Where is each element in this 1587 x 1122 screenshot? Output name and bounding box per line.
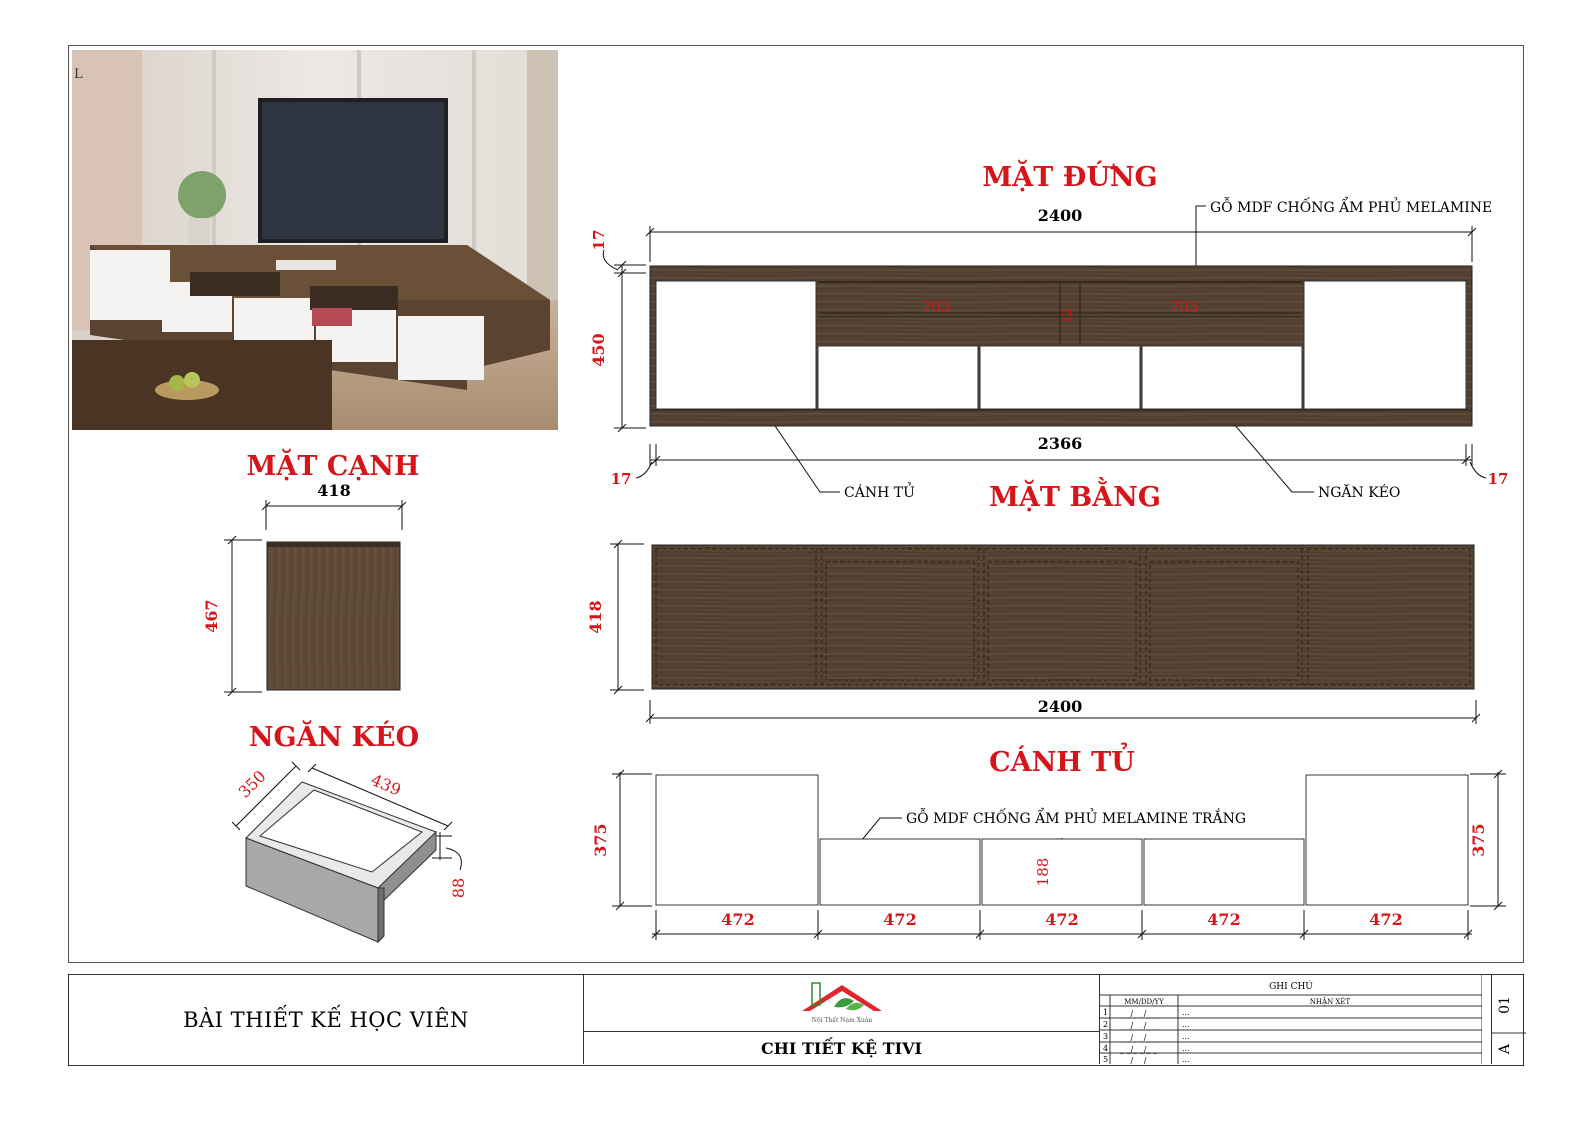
notes-table (1100, 975, 1482, 1064)
drawing-name: CHI TIẾT KỆ TIVI (584, 1031, 1100, 1064)
title-block (68, 974, 1524, 1066)
front-dim-right-thickness: 17 (1487, 470, 1509, 488)
front-door-right (1304, 281, 1466, 409)
notes-row-comment: ... (1182, 1020, 1190, 1029)
door-dim-width-3: 472 (1045, 910, 1079, 929)
notes-row-date: _ _/_ _/_ _ (1120, 1033, 1158, 1042)
front-material-note: GỖ MDF CHỐNG ẨM PHỦ MELAMINE (1210, 200, 1493, 216)
plan-dim-depth: 418 (586, 600, 605, 634)
notes-row-comment: ... (1182, 1055, 1190, 1064)
door-dim-width-2: 472 (883, 910, 917, 929)
door-dim-height-right: 375 (1469, 823, 1488, 857)
drawer-dim-width: 439 (368, 770, 404, 800)
photo-corner-mark: L (74, 67, 83, 82)
notes-row-date: _ _/_ _/_ _ (1120, 1045, 1158, 1054)
door-dim-height-left: 375 (591, 823, 610, 857)
front-dim-width: 2400 (1037, 206, 1083, 225)
door-dim-width-5: 472 (1369, 910, 1403, 929)
notes-row-no: 3 (1103, 1032, 1109, 1041)
front-door-left (656, 281, 816, 409)
notes-row-comment: ... (1182, 1044, 1190, 1053)
notes-header: GHI CHÚ (1269, 982, 1313, 992)
side-view-title: MẶT CẠNH (246, 451, 420, 482)
plan-view-title: MẶT BẰNG (989, 482, 1161, 513)
front-dim-height: 450 (589, 333, 608, 367)
notes-row-date: _ _/_ _/_ _ (1120, 1009, 1158, 1018)
plan-dim-width: 2400 (1037, 697, 1083, 716)
notes-row-comment: ... (1182, 1032, 1190, 1041)
front-dim-top-thickness: 17 (590, 229, 608, 251)
front-drawer-3 (1142, 346, 1302, 409)
notes-col-date: MM/DD/YY (1124, 998, 1164, 1006)
front-elevation-title: MẶT ĐỨNG (982, 162, 1158, 193)
house-logo-icon (802, 983, 882, 1011)
notes-row-comment: ... (1182, 1008, 1190, 1017)
front-dim-shelf-right: 703 (1169, 298, 1199, 316)
door-panels (656, 775, 1468, 905)
front-elevation (650, 266, 1472, 426)
project-name: BÀI THIẾT KẾ HỌC VIÊN (69, 975, 584, 1064)
drawer-title: NGĂN KÉO (248, 722, 420, 753)
front-dim-inner-width: 2366 (1037, 434, 1083, 453)
logo-text: Nội Thất Nam Xuân (811, 1017, 873, 1024)
drawer-isometric (246, 782, 436, 942)
door-material-note: GỖ MDF CHỐNG ẨM PHỦ MELAMINE TRẮNG (906, 811, 1247, 827)
front-dim-shelf-gap: 12 (1060, 308, 1074, 324)
sheet-id (1491, 975, 1525, 1064)
front-label-door: CÁNH TỦ (844, 485, 915, 501)
drawer-dim-depth: 350 (234, 766, 270, 802)
front-dim-left-thickness: 17 (610, 470, 632, 488)
door-dim-drawer-height: 188 (1034, 857, 1052, 887)
door-sheet-title: CÁNH TỦ (989, 747, 1135, 778)
front-drawer-2 (980, 346, 1140, 409)
notes-row-date: _ _/_ _/_ _ (1120, 1056, 1158, 1064)
notes-row-no: 5 (1103, 1055, 1109, 1064)
notes-col-comment: NHẬN XÉT (1309, 998, 1351, 1006)
side-dim-depth: 418 (317, 481, 351, 500)
drawer-dim-height: 88 (449, 877, 468, 899)
front-dim-shelf-left: 703 (921, 298, 951, 316)
company-logo (584, 975, 1100, 1031)
side-dim-height: 467 (202, 599, 221, 633)
notes-row-no: 1 (1103, 1008, 1109, 1017)
sheet-size: A (1497, 1043, 1513, 1055)
notes-row-date: _ _/_ _/_ _ (1120, 1021, 1158, 1030)
door-dim-width-4: 472 (1207, 910, 1241, 929)
notes-row-no: 2 (1103, 1020, 1109, 1029)
sheet-number: 01 (1497, 996, 1513, 1014)
notes-row-no: 4 (1103, 1044, 1109, 1053)
side-view (267, 542, 400, 690)
front-drawer-1 (818, 346, 978, 409)
front-label-drawer: NGĂN KÉO (1318, 485, 1401, 501)
door-dim-width-1: 472 (721, 910, 755, 929)
plan-view (652, 545, 1474, 689)
